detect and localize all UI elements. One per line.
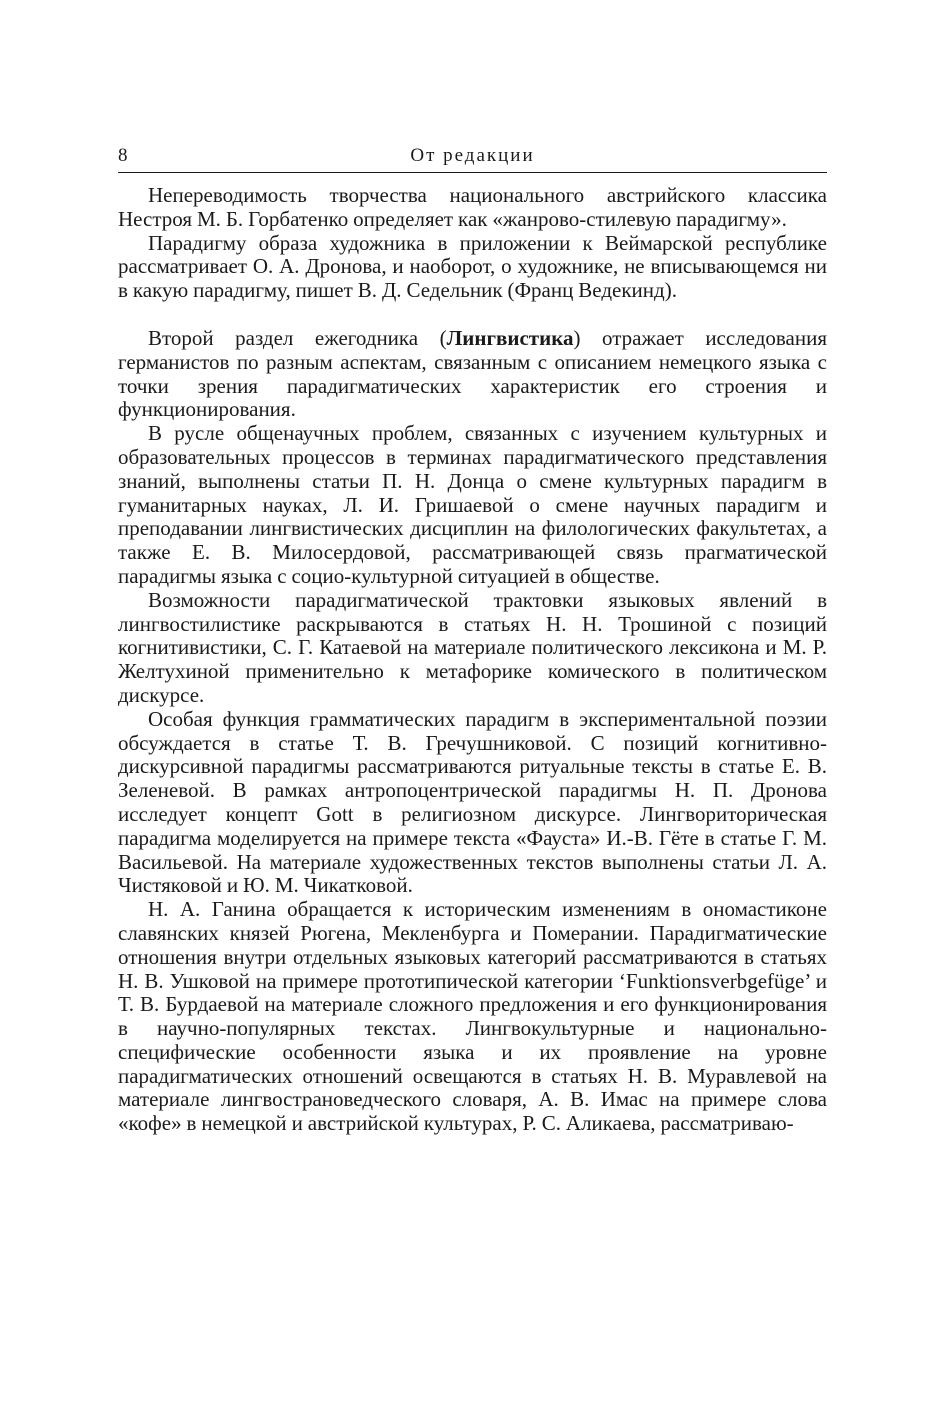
running-header-title: От редакции — [410, 145, 535, 166]
page-number: 8 — [118, 145, 128, 166]
section-name-linguistics: Лингвистика — [446, 325, 574, 350]
paragraph-1: Непереводимость творчества национального австрийского классика Нестроя М. Б. Горбатенко определяет как «жанрово-стилевую парадигму». — [118, 183, 827, 231]
paragraph-3 — [118, 327, 827, 422]
paragraph-2: Парадигму образа художника в приложении к Веймарской республике рассматривает О. А. Дронова, и наоборот, о художнике, не вписывающемся ни в какую парадигму, пишет В. Д. Седельник (Франц Ведекинд). — [118, 230, 827, 303]
body-text — [118, 184, 827, 1136]
page — [118, 142, 827, 1136]
paragraph-5: Возможности парадигматической трактовки языковых явлений в лингвостилистике раскрываются в статьях Н. Н. Трошиной с позиций когнитивистики, С. Г. Катаевой на материале политического лексикона и М. Р. Желтухиной применительно к метафорике комического в политическом дискурсе. — [118, 587, 827, 707]
paragraph-3-rest: ) отражает исследования германистов по разным аспектам, связанным с описанием немецкого языка с точки зрения парадигматических характеристик его строения и функционирования. — [118, 325, 827, 422]
running-header — [118, 142, 827, 173]
paragraph-6: Особая функция грамматических парадигм в экспериментальной поэзии обсуждается в статье Т. В. Гречушниковой. С позиций когнитивно-дискурсивной парадигмы рассматриваются ритуальные тексты в статье Е. В. Зеленевой. В рамках антропоцентрической парадигмы Н. П. Дронова исследует концепт Gott в религиозном дискурсе. Лингвориторическая парадигма моделируется на примере текста «Фауста» И.-В. Гёте в статье Г. М. Васильевой. На материале художественных текстов выполнены статьи Л. А. Чистяковой и Ю. М. Чикатковой. — [118, 706, 827, 898]
paragraph-4: В русле общенаучных проблем, связанных с изучением культурных и образовательных процессов в терминах парадигматического представления знаний, выполнены статьи П. Н. Донца о смене культурных парадигм в гуманитарных науках, Л. И. Гришаевой о смене научных парадигм и преподавании лингвистических дисциплин на филологических факультетах, а также Е. В. Милосердовой, рассматривающей связь прагматической парадигмы языка с социо-культурной ситуацией в обществе. — [118, 421, 827, 588]
paragraph-7: Н. А. Ганина обращается к историческим изменениям в ономастиконе славянских князей Рюгена, Мекленбурга и Померании. Парадигматические отношения внутри отдельных языковых категорий рассматриваются в статьях Н. В. Ушковой на примере прототипической категории ‘Funktionsverbgefüge’ и Т. В. Бурдаевой на материале сложного предложения и его функционирования в научно-популярных текстах. Лингвокультурные и национально-специфические особенности языка и их проявление на уровне парадигматических отношений освещаются в статьях Н. В. Муравлевой на материале лингвострановедческого словаря, А. В. Имас на примере слова «кофе» в немецкой и австрийской культурах, Р. С. Аликаева, рассматриваю- — [118, 897, 827, 1136]
paragraph-3-lead: Второй раздел ежегодника ( — [148, 325, 447, 350]
